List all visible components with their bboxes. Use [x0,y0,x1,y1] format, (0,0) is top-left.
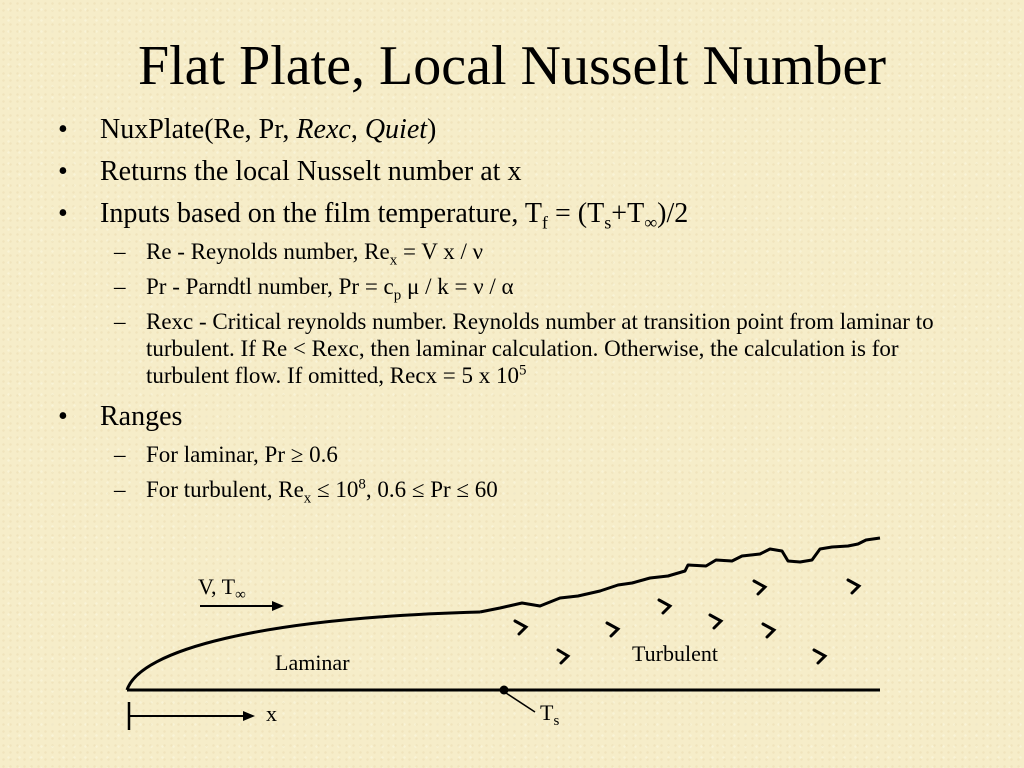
bullet-ranges [58,397,958,437]
dash-marker: – [114,442,126,467]
ts-leader-line [506,693,535,712]
bullet-returns [58,152,958,192]
close-paren: ) [427,114,437,145]
x-axis-label: x [266,701,277,726]
reynolds-subscript: x [389,252,398,269]
function-name: NuxPlate(Re, Pr, [100,114,297,145]
dash-marker: – [114,239,126,264]
optional-arg-rexc: Rexc [296,114,351,145]
sub-bullet-prandtl [58,273,958,304]
rexc-exponent: 5 [519,362,527,379]
turbulent-range-end: , 0.6 ≤ Pr ≤ 60 [365,477,498,502]
reynolds-text: Re - Reynolds number, Re [146,239,390,264]
film-subscript: f [541,212,548,233]
eddy-mark [848,580,859,593]
eddy-mark [515,621,526,634]
bullet-marker: • [58,198,68,229]
turbulent-exponent: 8 [358,476,366,493]
turbulent-boundary-layer [480,538,880,612]
x-arrow-head [243,711,255,721]
eddy-mark [754,581,765,594]
dash-marker: – [114,274,126,299]
bullet-marker: • [58,114,68,145]
eddy-mark [763,624,774,637]
eddy-mark [814,650,825,663]
prandtl-text: Pr - Parndtl number, Pr = c [146,274,394,299]
laminar-label: Laminar [275,650,350,675]
prandtl-formula: μ / k = ν / α [401,274,514,299]
surface-subscript: s [604,212,612,233]
ranges-text: Ranges [100,401,183,432]
boundary-layer-diagram [0,520,1024,768]
eddy-mark [558,650,568,663]
inputs-eq: = (T [547,198,605,229]
turbulent-range-mid: ≤ 10 [311,477,359,502]
infinity-subscript: ∞ [644,212,658,233]
reynolds-formula: = V x / ν [397,239,484,264]
bullet-marker: • [58,156,68,187]
arg-separator: , [350,114,365,145]
laminar-range-text: For laminar, Pr ≥ 0.6 [146,442,338,467]
dash-marker: – [114,477,126,502]
eddy-mark [607,623,618,636]
rexc-text: Rexc - Critical reynolds number. Reynolds number at transition point from laminar to turbulent. If Re < Rexc, then laminar calculation. Otherwise, the calculation is for turbulent flow. If omitted, Recx = 5 x 10 [146,309,934,388]
inputs-end: )/2 [657,198,689,229]
turbulent-label: Turbulent [632,641,718,666]
optional-arg-quiet: Quiet [364,114,428,145]
sub-bullet-rexc [58,308,958,389]
inputs-plus: +T [611,198,645,229]
turbulent-subscript: x [303,490,312,507]
eddy-mark [710,615,721,628]
bullet-function-signature [58,110,958,150]
slide-title: Flat Plate, Local Nusselt Number [137,35,887,97]
eddy-mark [659,600,670,613]
prandtl-subscript: p [393,287,402,304]
velocity-arrow-head [272,601,284,611]
sub-bullet-laminar-range [58,441,958,468]
bullet-inputs [58,194,958,234]
turbulent-range-text: For turbulent, Re [146,477,304,502]
sub-bullet-reynolds [58,238,958,269]
bullet-marker: • [58,401,68,432]
returns-text: Returns the local Nusselt number at x [100,156,522,187]
dash-marker: – [114,309,126,334]
sub-bullet-turbulent-range [58,476,958,507]
bullet-list [58,110,958,511]
surface-temperature-label: $T_s$ [540,700,560,729]
inputs-text: Inputs based on the film temperature, T [100,198,542,229]
velocity-label: V, $T_\infty$ [198,574,246,603]
